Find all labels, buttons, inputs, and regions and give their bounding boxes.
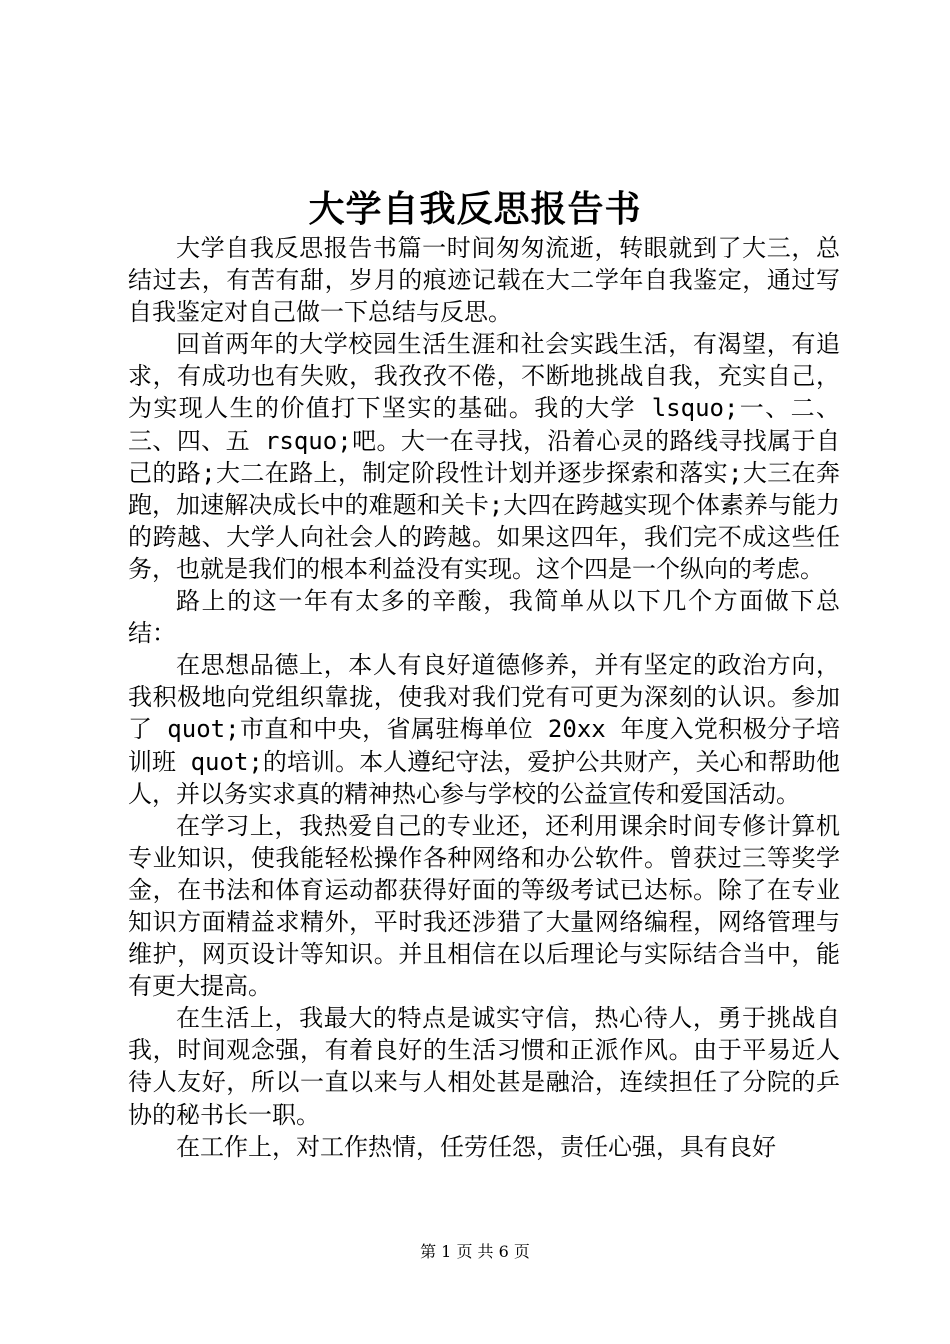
- paragraph: 在思想品德上，本人有良好道德修养，并有坚定的政治方向，我积极地向党组织靠拢，使我对我们党有可更为深刻的认识。参加了 quot;市直和中央，省属驻梅单位 20xx 年度入党积极分子培训班 quot;的培训。本人遵纪守法，爱护公共财产，关心和帮助他人，并以务实求真的精神热心参与学校的公益宣传和爱国活动。: [128, 651, 840, 808]
- document-title: 大学自我反思报告书: [308, 188, 642, 230]
- paragraph: 在学习上，我热爱自己的专业还，还利用课余时间专修计算机专业知识，使我能轻松操作各种网络和办公软件。曾获过三等奖学金，在书法和体育运动都获得好面的等级考试已达标。除了在专业知识方面精益求精外，平时我还涉猎了大量网络编程，网络管理与维护，网页设计等知识。并且相信在以后理论与实际结合当中，能有更大提高。: [128, 811, 840, 1001]
- page-number-footer: 第 1 页 共 6 页: [420, 1242, 530, 1261]
- paragraph: 在生活上，我最大的特点是诚实守信，热心待人，勇于挑战自我，时间观念强，有着良好的生活习惯和正派作风。由于平易近人待人友好，所以一直以来与人相处甚是融洽，连续担任了分院的乒协的秘书长一职。: [128, 1004, 840, 1129]
- document-body: [128, 232, 840, 1163]
- paragraph: 路上的这一年有太多的辛酸，我简单从以下几个方面做下总结：: [128, 587, 840, 648]
- paragraph: 在工作上，对工作热情，任劳任怨，责任心强，具有良好: [176, 1132, 776, 1161]
- paragraph: 回首两年的大学校园生活生涯和社会实践生活，有渴望，有追求，有成功也有失败，我孜孜不倦，不断地挑战自我，充实自己，为实现人生的价值打下坚实的基础。我的大学 lsquo;一、二、三、四、五 rsquo;吧。大一在寻找，沿着心灵的路线寻找属于自己的路;大二在路上，制定阶段性计划并逐步探索和落实;大三在奔跑，加速解决成长中的难题和关卡;大四在跨越实现个体素养与能力的跨越、大学人向社会人的跨越。如果这四年，我们完不成这些任务，也就是我们的根本利益没有实现。这个四是一个纵向的考虑。: [128, 330, 840, 583]
- paragraph: 大学自我反思报告书篇一时间匆匆流逝，转眼就到了大三，总结过去，有苦有甜，岁月的痕迹记载在大二学年自我鉴定，通过写自我鉴定对自己做一下总结与反思。: [128, 234, 840, 327]
